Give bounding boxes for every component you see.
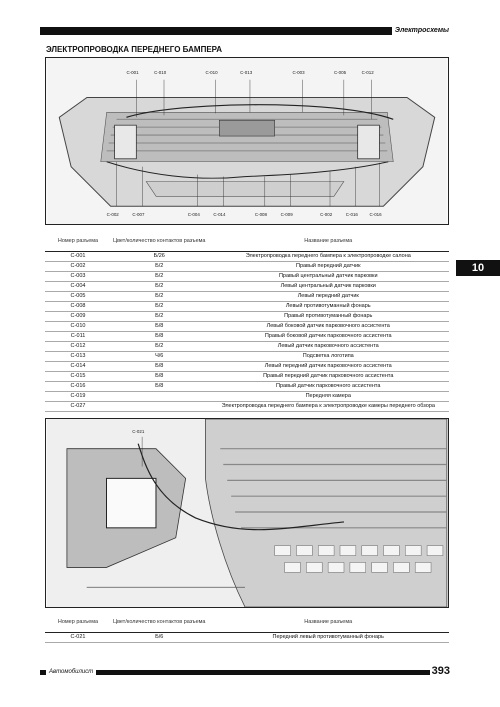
connector-name: Левый боковой датчик парковочного ассистента [208,322,450,332]
callout-label: C-013 [240,69,253,75]
page-number: 393 [431,665,450,677]
connector-pins: Б/8 [111,372,208,382]
connector-id: C-015 [45,372,111,382]
table-row [45,342,449,352]
connector-id: C-012 [45,342,111,352]
connector-id: C-010 [45,322,111,332]
connector-table-fog [45,612,449,643]
connector-id: C-001 [45,252,111,262]
table-row [45,382,449,392]
connector-id: C-004 [45,282,111,292]
column-header: Цвет/количество контактов разъема [111,612,208,633]
connector-id: C-013 [45,352,111,362]
connector-id: C-011 [45,332,111,342]
connector-pins: Б/2 [111,262,208,272]
connector-name: Передний левый противотуманный фонарь [208,633,450,643]
callout-label: C-014 [213,212,226,218]
column-header: Цвет/количество контактов разъема [111,231,208,252]
callout-label: C-008 [254,212,267,218]
callout-label: C-002 [106,212,119,218]
table-row [45,272,449,282]
connector-name: Правый центральный датчик парковки [208,272,450,282]
connector-id: C-019 [45,392,111,402]
connector-name: Левый датчик парковочного ассистента [208,342,450,352]
chapter-tab: 10 [456,260,500,276]
connector-id: C-027 [45,402,111,412]
connector-name: Правый передний датчик [208,262,450,272]
callout-label: C-010 [154,69,167,75]
connector-name: Электропроводка переднего бампера к электропроводке салона [208,252,450,262]
column-header: Номер разъема [45,612,111,633]
callout-label: C-009 [280,212,293,218]
page-title: ЭЛЕКТРОПРОВОДКА ПЕРЕДНЕГО БАМПЕРА [46,45,223,54]
connector-name: Левый передний датчик парковочного ассистента [208,362,450,372]
connector-pins: Ч/6 [111,352,208,362]
callout-label: C-010 [205,69,218,75]
callout-label: C-021 [132,428,145,434]
callout-label: C-003 [292,69,305,75]
footer-publisher: Автомобилист [46,669,96,676]
connector-pins: Б/8 [111,362,208,372]
connector-pins: Б/8 [111,322,208,332]
table-row [45,332,449,342]
table-row [45,292,449,302]
callout-label: C-001 [126,69,139,75]
connector-id: C-021 [45,633,111,643]
callout-label: C-007 [132,212,145,218]
table-row [45,392,449,402]
connector-name: Левый противотуманный фонарь [208,302,450,312]
header-section-title: Электросхемы [392,27,452,35]
connector-pins: Б/8 [111,332,208,342]
callout-label: C-002 [320,212,333,218]
fog-lamp-drawing [46,419,448,607]
table-row [45,252,449,262]
connector-name: Электропроводка переднего бампера к электропроводке камеры переднего обзора [208,402,450,412]
table-row [45,322,449,332]
connector-pins: Б/6 [111,633,208,643]
connector-id: C-016 [45,382,111,392]
connector-pins: Б/2 [111,312,208,322]
table-row [45,633,449,643]
connector-id: C-014 [45,362,111,372]
connector-pins: Б/8 [111,382,208,392]
connector-pins: Б/2 [111,302,208,312]
connector-pins: Б/2 [111,342,208,352]
connector-id: C-002 [45,262,111,272]
connector-id: C-003 [45,272,111,282]
connector-id: C-009 [45,312,111,322]
fog-lamp-figure [45,418,449,608]
callout-label: C-016 [345,212,358,218]
connector-name: Правый боковой датчик парковочного ассистента [208,332,450,342]
connector-table [45,231,449,412]
table-row [45,302,449,312]
bumper-drawing [46,58,448,224]
connector-pins: Б/26 [111,252,208,262]
table-row [45,312,449,322]
table-row [45,372,449,382]
table-header-row [45,231,449,252]
connector-name: Правый датчик парковочного ассистента [208,382,450,392]
connector-pins [111,402,208,412]
connector-id: C-005 [45,292,111,302]
table-row [45,282,449,292]
connector-id: C-008 [45,302,111,312]
header-bar [40,27,452,35]
connector-name: Правый противотуманный фонарь [208,312,450,322]
table-row [45,402,449,412]
callout-label: C-005 [333,69,347,75]
connector-pins: Б/2 [111,272,208,282]
bumper-wiring-figure [45,57,449,225]
table-row [45,362,449,372]
connector-name: Подсветка логотипа [208,352,450,362]
callout-label: C-012 [361,69,374,75]
connector-name: Правый передний датчик парковочного ассистента [208,372,450,382]
table-row [45,352,449,362]
connector-pins: Б/2 [111,282,208,292]
footer-bar [40,670,432,675]
table-row [45,262,449,272]
column-header: Название разъема [208,612,450,633]
connector-pins [111,392,208,402]
connector-name: Передняя камера [208,392,450,402]
column-header: Название разъема [208,231,450,252]
connector-name: Левый передний датчик [208,292,450,302]
table-header-row [45,612,449,633]
callout-label: C-004 [187,212,200,218]
connector-pins: Б/2 [111,292,208,302]
callout-label: C-016 [369,212,382,218]
column-header: Номер разъема [45,231,111,252]
connector-name: Левый центральный датчик парковки [208,282,450,292]
